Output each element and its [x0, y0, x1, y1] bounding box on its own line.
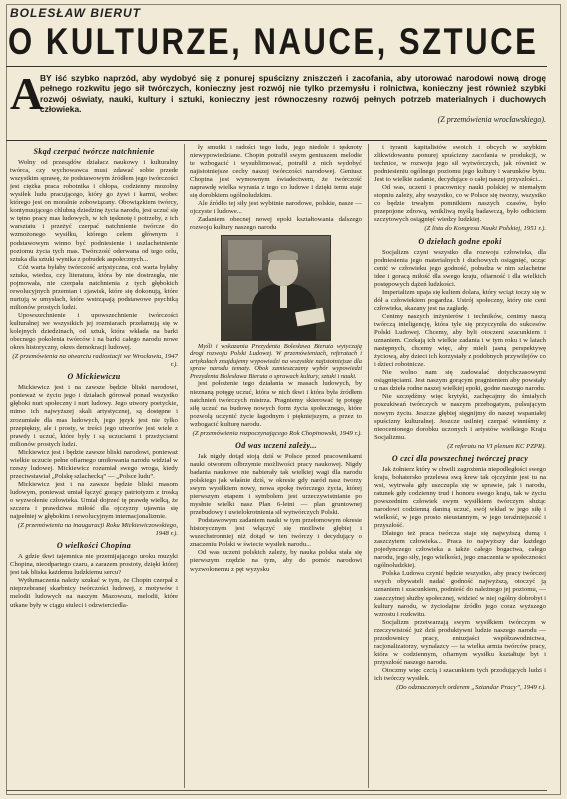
paragraph: Upowszechnienie i upowszechnienie twórczości kulturalnej we wszystkich jej rozmiarach przełamują się w kolejnych dziedzinach, od sztuk, która wkłada na barki obecnego pokolenia twórców i na barki całego narodu nowe okres historyczny, okres demokracji ludowej.	[10, 311, 178, 352]
paragraph: Otoczmy więc czcią i szacunkiem tych przodujących ludzi i ich twórczy wysiłek.	[374, 666, 546, 682]
paragraph: jest położenie tego działania w masach ludowych, by nieznaną potęgę uczuć, która w nich tkwi i która była źródłem natchnień twórczych mistrza. Pragniemy skierować tę potęgę siłę uczuć na budowę nowych form życia społecznego, które pozwolą uczynić życie łagodnym i piękniejszym, a przez to wzbogacić kulturę narodu.	[190, 380, 362, 428]
paragraph: Socjalizm przetwarzają swym wysiłkiem twórczym w rzeczywistość już dziś produktywni ludzie naszego narodu — przodownicy pracy, entuzjaści współzawodnictwa, racjonalizatorzy, wynalazcy — ta wielka armia twórców pracy, która w codziennym, ofiarnym wysiłku kształtuje byt i przyszłość naszego narodu.	[374, 618, 546, 666]
paragraph: Mickiewicz jest i na zawsze będzie bliski narodowi, ponieważ w życiu jego i działach górował ponad wszystko głęboki nurt społeczny i nurt ludowy. Jego utwory poetyckie, mimo ich najwyższej skali artystycznej, są dostępne i zrozumiałe dla mas ludowych, jego język jest nie tylko przepiękny, ale i prosty, w treści jego utworów jest wiele z prawdy i uczuć, które były i są uczuciami i przeżyciami milionów prostych ludzi.	[10, 384, 178, 448]
paragraph: Od was, uczeni i pracownicy nauki polskiej w niemałym stopniu zależy, aby wszystko, co w Polsce się tworzy, wszystko co będzie trwałym pomnikiem naszych czasów, było przepojone zdrową, wnikliwą myślą badawczą, było odbiciem szczytowych osiągnięć wiedzy ludzkiej.	[374, 184, 546, 224]
column-divider	[368, 144, 369, 788]
lead-rule	[6, 140, 547, 141]
source-note: (Z listu do Kongresu Nauki Polskiej, 1951 r.).	[424, 225, 546, 233]
section-heading: O czci dla powszechnej twórczej pracy	[391, 453, 529, 463]
photo-caption: Myśli i wskazania Prezydenta Bolesława Bieruta wytyczają drogi rozwoju Polski Ludowej. W przemówieniach, referatach i artykułach znajdujemy wypowiedzi na wszystkie najistotniejsze dla spraw narodu tematy. Obok zamieszczamy wybór wypowiedzi Prezydenta Bolesława Bieruta o sprawach kultury, sztuki i nauki.	[190, 342, 362, 380]
paragraph: Socjalizm czyni wszystko dla rozwoju człowieka, dla podniesienia jego materialnych i duchowych osiągnięć, ucząc cenić w człowieku jego godność, pobudza w nim szlachetne idee i goracą miłość dla swego kraju, ofiarność i dla wielkich postępowych dążeń ludzkości.	[374, 248, 546, 288]
portrait-photo	[221, 235, 331, 341]
section-heading: Skąd czerpać twórcze natchnienie	[33, 147, 155, 156]
paragraph: Nie wolno nam się zadowalać dotychczasowymi osiągnięciami. Jest naszym gorącym pragnieniem aby powstały u nas dzieła rodne naszej wielkiej epoki, godne naszego narodu.	[374, 369, 546, 393]
paragraph: Ale źródło tej siły jest wybitnie narodowe, polskie, nasze — ojczyste i ludowe...	[190, 200, 362, 216]
column-divider	[184, 144, 185, 788]
article-author: BOLESŁAW BIERUT	[10, 6, 141, 20]
paragraph: ły smutki i radości tego ludu, jego niedole i tęsknoty niewypowiedziane. Chopin potrafił swym geniuszem melodie te wzbogacić i wysublimować, potrafił z nich wydobyć najistotniejsze cechy naszej twórczości narodowej. Geniusz Chopina jest wymownym świadectwem, że twórczość naprawdę wielka wyrasta z tego co ludowe i dzięki temu staje się dorobkiem ogólnoludzkim.	[190, 144, 362, 200]
column-2	[190, 144, 362, 788]
paragraph: Jak żołnierz który w chwili zagrożenia niepodległości swego kraju, bohatersko przelewa swą krew tak ojczyźnie jest tu na wsi, wytrwała gdy uszczupla się w sprawie, jak i narodu, ratunek gdy codzienny trud i honoru swego kraju, tak w życiu powszednim człowiek swym wysiłkiem twórczym służąc narodowi codzienną daniną uczuć, swój wkład w jego siłę i wielkość, w jego prosto nieustannym, w jego teraźniejszość i przyszłość.	[374, 465, 546, 530]
paragraph: Wytłumaczenia należy szukać w tym, że Chopin czerpał z nieprzebranej skarbnicy twórczości ludowej, z motywów i melodii ludowych na naszym Mazowszu, melodii, które utkane były w ciągu stuleci i odzwierciedla-	[10, 577, 178, 609]
section-heading: O wielkości Chopina	[56, 541, 132, 551]
lead-text: BY iść szybko naprzód, aby wydobyć się z ponurej spuścizny zniszczeń i zacofania, aby utorować narodowi nową drogę pełnego rozkwitu jego sił twórczych, konieczny jest rozwój nie tylko przemysłu i rolnictwa, konieczny jest również szybki rozwój oświaty, nauki, kultury i sztuki, konieczny jest równoczesny rozwój pełnych potrzeb materialnych i duchowych człowieka.	[40, 73, 546, 115]
source-note: (Z referatu na VI plenum KC PZPR).	[447, 442, 546, 450]
paragraph: Podstawowym zadaniem nauki w tym przełomowym okresie historycznym jest włączyć się możliwie głębiej i wszechstronniej niż dotąd w ten twórczy i decydujący o znaczeniu Polski w świecie wysiłek narodu...	[190, 517, 362, 549]
section-heading: Od was uczeni zależy...	[235, 440, 317, 450]
paragraph: Jak nigdy dotąd stoją dziś w Polsce przed pracownikami nauki otworem olbrzymie możliwości pracy naukowej. Nigdy badania naukowe nie nabierały tak wielkiej wagi dla narodu polskiego jak właśnie dziś, w okresie gdy naród nasz tworzy swym wysiłkiem nowy, nowa epokę twórczego życia, której pierwszym etapem i symbolem jest urzeczywistnianie po mysłnie wielki nasz Plan 6-letni — plan gruntownej przebudowy i uwielokrotnienia sił wytwórczych Polski.	[190, 452, 362, 517]
column-1	[10, 144, 178, 788]
paragraph: Cenimy naszych inżynierów i techników, cenimy naszą twórczą inteligencję, która tyle się przyczyniła do sukcesów Polski Ludowej. Chcemy, aby byli otoczeni szacunkiem i uznaniem. Czekają ich wielkie zadania i w tym roku i w latach następnych, chcemy więc, aby mieli jasną perspektywę życiową, aby dzieci ich korzystały z podobnych przywilejów co i dzieci robotnicze.	[374, 312, 546, 369]
paragraph: A gdzie tkwi tajemnica nie przemijającego uroku muzyki Chopina, nieodpartego czaru, a zarazem prostoty, dzięki której jest tak bliska każdemu ludzkiemu sercu?	[10, 553, 178, 577]
paragraph: i tyranii kapitalistów swoich i obcych w szybkim zlikwidowaniu ponurej spuścizny zacofania w produkcji, w technice, w rozwoju jego sił wytwórczych, jak również w podniesieniu ogólnego poziomu jego kultury i warunków bytu. Jest to wielkie zadanie, decydujące o całej naszej przyszłości...	[374, 144, 546, 184]
paragraph: Cóż warta byłaby twórczość artystyczna, coż warta byłaby sztuka, wiedza, czy literatura, która by nie dostrzegła, nie pojmowała, nie czerpała natchnienia z tych głębokich rewolucyjnych przemian i zjawisk, które się dokonują, które nurtują w umysłach, które wstrząsają podstawowe psychiką milionów prostych ludzi.	[10, 263, 178, 311]
bottom-rule	[6, 790, 547, 791]
source-note: (Z przemówienia rozpoczynającego Rok Chopinowski, 1949 r.).	[192, 429, 362, 437]
paragraph: Zadaniem obecnej nowej epoki kształtowania dalszego rozwoju kultury naszego narodu	[190, 216, 362, 232]
paragraph: Dlatego też praca twórcza staje się najwyższą dumą i zaszczytem człowieka... Praca to najwyższy dar każdego pojedynczego człowieka a także całego bogactwa, całego narodu, jego siły, jego wielkości, jego znaczenia w społeczności ogólnoludzkiej.	[374, 530, 546, 570]
paragraph: Od was uczeni polskich zależy, by nauka polska stała się pierwszym rzędzie na tym, aby do pomóc narodowi wyzwolonemu z pęt wyzysku	[190, 549, 362, 573]
section-heading: O dziełach godne epoki	[418, 236, 502, 246]
section-heading: O Mickiewiczu	[67, 372, 121, 382]
source-note: (Do odznaczonych orderem „Sztandar Pracy”, 1949 r.).	[396, 684, 546, 692]
paragraph: Nie szczędźmy więc krytyki, zachęcajmy do śmiałych poszukiwań twórczych w naszym przebogatym, pulsującym nowym życiu. Jeszcze głębiej sięgnijmy do naszej wspaniałej spuścizny kulturalnej. Jeszcze usilniej czerpać winniśmy z nieocenionego dorobku uczonych i artystów wielkiego Kraju Socjalizmu.	[374, 393, 546, 441]
paragraph: Wolny od przesądów działacz naukowy i kulturalny twórca, czy wychowawca musi zdawać sobie przede wszystkim sprawę, że podstawowym źródłem jego twórczości jest ciężka praca robotnika i chłopa, codzienny mozolny wysiłek ludu pracującego, który go żywi i karmi, wobec którego jest on moralnie zobowiązany. Obowiązkiem twórcy, kontynuującego chlubną dziedzinę życia narodu, jest uczuć się w tętno pracy mas ludowych, w ich tęsknotę i potrzeby, z ich warsztatu i przeżyć czerpać natchnienie twórcze do wzmożonego wysiłku, którego celem głównym i podstawowym winno być podniesienie i uszlachetnienie poziomu życia tych mas. Twórczość oderwana od tego celu, sztuka dla sztuki wynika z pobudek aspołecznych...	[10, 159, 178, 263]
lead-source: (Z przemówienia wrocławskiego).	[437, 114, 546, 124]
paragraph: Mickiewicz jest i na zawsze będzie bliski masom ludowym, ponieważ umiał łączyć gorący patriotyzm z troską o wyzwolenie człowieka. Umiał dojrzeć tę prawdę wielką, że szczera i prawdziwa miłość dla ojczyzny ujawnia się najpełniej w głębokim i rewolucyjnym internacjonalizmie.	[10, 480, 178, 521]
column-3	[374, 144, 546, 788]
paragraph: Imperializm upaja się kultem dolara, który wciąż toczy się w dół a człowiekiem pogardza. Ustrój społeczny, który nie ceni człowieka, skazany jest na zagładę.	[374, 288, 546, 312]
source-note: (Z przemówienia na inauguracji Roku Mickiewiczowskiego, 1948 r.).	[17, 522, 178, 538]
source-note: (Z przemówienia na otwarciu radiostacji we Wrocławiu, 1947 r.).	[12, 353, 178, 369]
lead-dropcap: A	[10, 68, 44, 119]
paragraph: Polska Ludowa czynić będzie wszystko, aby pracy twórczej swych obywateli nadać godność najwyższą, otoczyć ją uznaniem i szacunkiem, podnieść do należnego jej poziomu, — zaszczytnej służby społecznej, widzieć w niej ogólny dobrobyt i kultury narodu, w życiodajne źródło jego coraz wyższego wzrostu i rozkwitu.	[374, 570, 546, 618]
article-title: O KULTURZE, NAUCE, SZTUCE	[8, 21, 539, 62]
title-rule	[6, 66, 547, 67]
lead-paragraph	[10, 68, 546, 133]
paragraph: Mickiewicz jest i będzie zawsze bliski narodowi, ponieważ wielkie uczucie pełne ofiarnego umiłowania narodu widział w rzeszy ludowej. Mickiewicz rozumiał swego wroga, kiedy przeciwstawiał „Polskę szlachecką” — „Polsce ludu”.	[10, 448, 178, 480]
